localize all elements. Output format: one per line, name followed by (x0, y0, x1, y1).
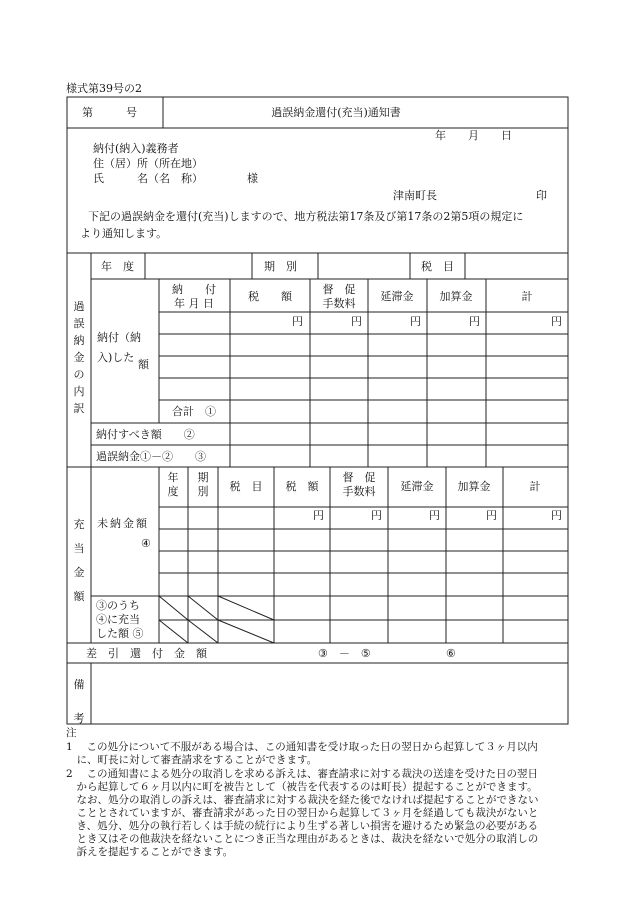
year-label: 年 度 (101, 260, 134, 273)
total-header: 計 (529, 480, 541, 493)
period-header-2: 別 (197, 485, 209, 498)
tax-amount-header: 税 額 (248, 290, 292, 303)
yen-unit: 円 (371, 509, 382, 522)
addressee-honorific: 様 (247, 172, 258, 185)
unpaid-amount-number: ④ (141, 537, 151, 550)
notes-title: 注 (66, 727, 77, 739)
tax-amount-header: 税 額 (285, 480, 319, 493)
remarks-label: 備考 (73, 678, 85, 725)
addressee-name: 氏 名（名 称） (93, 172, 203, 185)
fee-header-1: 督 促 (322, 283, 356, 296)
paid-amount-label-1: 納付（納 (97, 331, 141, 344)
yen-unit: 円 (469, 315, 480, 328)
form-id: 様式第39号の2 (66, 82, 142, 95)
paid-date-header-2: 年 月 日 (174, 297, 214, 310)
note-line: 1 この処分について不服がある場合は、この通知書を受け取った日の翌日から起算して３ヶ月以内 (66, 741, 538, 753)
unpaid-amount-label: 未納金額 (97, 517, 149, 530)
refund-result-number: ⑥ (446, 647, 456, 660)
note-line: こととされていますが、審査請求があった日の翌日から起算して３ヶ月を経過しても裁決がないと (66, 807, 539, 819)
year-header-1: 年 (167, 471, 179, 484)
fee-header-1: 督 促 (342, 471, 376, 484)
note-line: とき又はその他裁決を経ないことにつき正当な理由があるときは、裁決を経ないで処分の取消しの (66, 833, 539, 845)
section1-side-label: 過誤納金の内訳 (73, 300, 85, 415)
fee-header-2: 手数料 (322, 297, 356, 310)
applied-amount-label-1: ③のうち (96, 599, 140, 612)
applied-amount-label-2: ④に充当 (96, 613, 140, 626)
note-line: から起算して６ヶ月以内に町を被告として（被告を代表するのは町長）提起することができます。 (66, 781, 538, 793)
yen-unit: 円 (410, 315, 421, 328)
total-header: 計 (521, 290, 533, 303)
notice-number-label: 第 号 (82, 106, 137, 119)
additional-header: 加算金 (439, 290, 473, 303)
paid-amount-label-3: 額 (138, 358, 149, 371)
note-line: き、処分、処分の執行若しくは手続の続行により生ずる著しい損害を避けるため緊急の必要がある (66, 820, 539, 832)
yen-unit: 円 (351, 315, 362, 328)
yen-unit: 円 (313, 509, 324, 522)
note-line: 訴えを提起することができます。 (66, 846, 234, 858)
yen-unit: 円 (292, 315, 303, 328)
yen-unit: 円 (551, 315, 562, 328)
body-text-line1: 下記の過誤納金を還付(充当)しますので、地方税法第17条及び第17条の2第5項の規定に (88, 210, 524, 223)
paid-date-header-1: 納 付 (172, 283, 216, 296)
period-label: 期 別 (264, 260, 297, 273)
delinquent-header: 延滞金 (380, 290, 414, 303)
tax-item-header: 税 目 (229, 480, 263, 493)
tax-item-label: 税 目 (421, 260, 454, 273)
fee-header-2: 手数料 (342, 485, 376, 498)
yen-unit: 円 (551, 509, 562, 522)
notice-title: 過誤納金還付(充当)通知書 (271, 106, 401, 119)
overpaid-label: 過誤納金①－② ③ (96, 450, 206, 463)
note-line: なお、処分の取消しの訴えは、審査請求に対する裁決を経た後でなければ提起することができない (66, 794, 539, 806)
paid-amount-label-2: 入)した (97, 351, 135, 364)
date-line: 年 月 日 (435, 129, 512, 142)
note-line: に、町長に対して審査請求をすることができます。 (66, 754, 318, 766)
addressee-obligor: 納付(納入)義務者 (93, 142, 179, 155)
yen-unit: 円 (429, 509, 440, 522)
applied-amount-label-3: した額 ⑤ (96, 627, 144, 640)
refund-amount-label: 差 引 還 付 金 額 (86, 647, 207, 660)
yen-unit: 円 (486, 509, 497, 522)
refund-formula: ③ － ⑤ (318, 647, 371, 660)
additional-header: 加算金 (457, 480, 491, 493)
issuer-name: 津南町長 (393, 189, 437, 202)
addressee-address: 住（居）所（所在地） (93, 157, 203, 170)
seal-mark: 印 (536, 189, 547, 202)
section2-side-label: 充当金額 (73, 518, 85, 603)
year-header-2: 度 (167, 485, 179, 498)
period-header-1: 期 (197, 471, 209, 484)
subtotal-label: 合計 ① (172, 405, 216, 418)
note-line: 2 この通知書による処分の取消しを求める訴えは、審査請求に対する裁決の送達を受けた日の翌日 (66, 768, 539, 780)
body-text-line2: より通知します。 (80, 227, 168, 240)
due-amount-label: 納付すべき額 ② (96, 428, 195, 441)
delinquent-header: 延滞金 (400, 480, 434, 493)
